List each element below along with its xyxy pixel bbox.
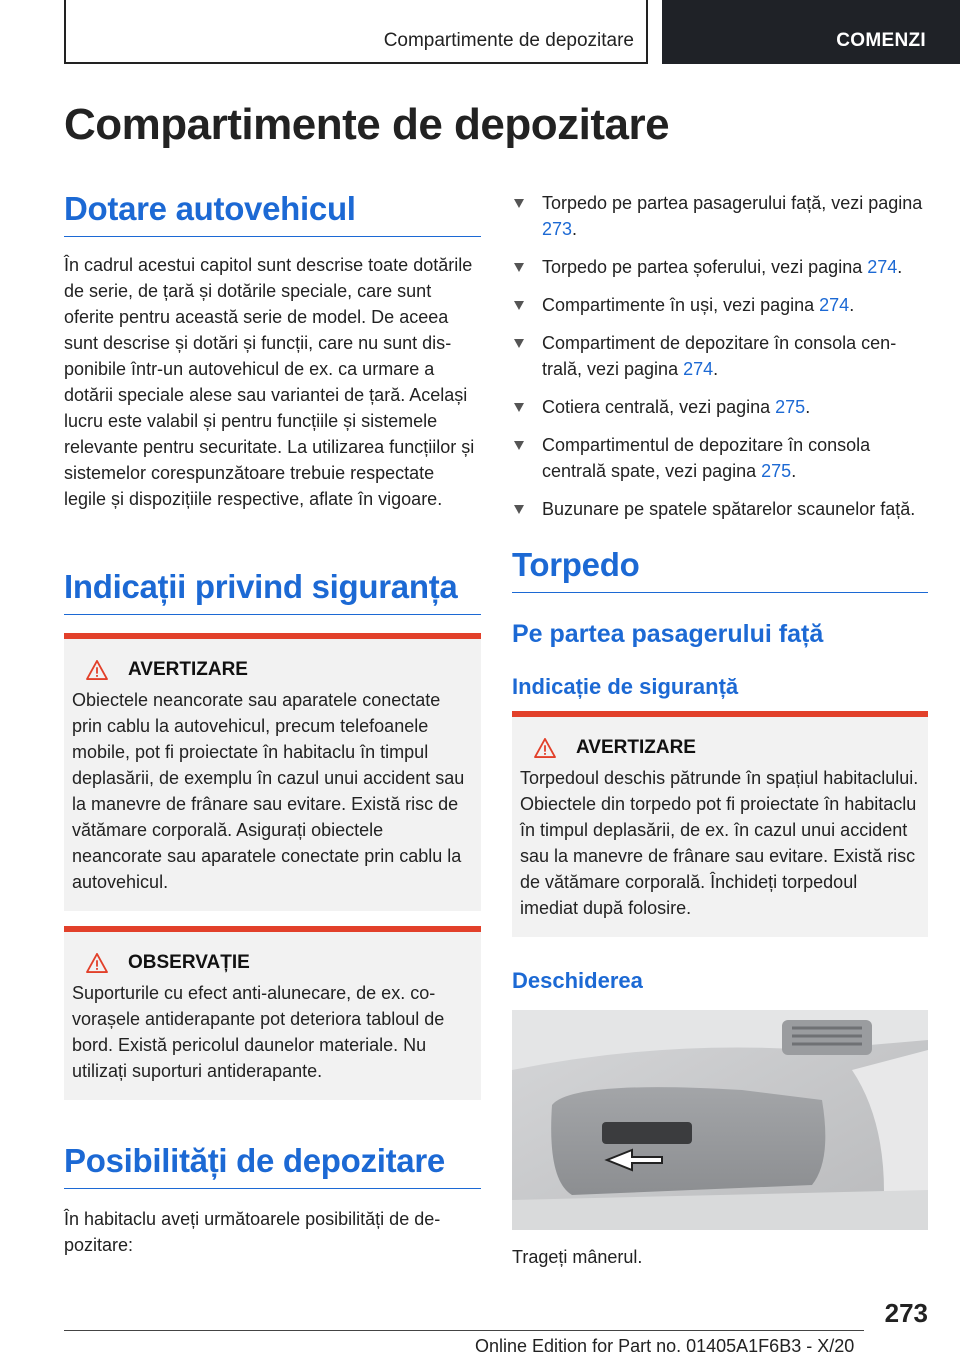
warning-triangle-icon xyxy=(86,660,108,680)
warning-text: Torpedoul deschis pătrunde în spațiul habitaclului. Obiectele din torpedo pot fi proiectate în habitaclu în timpul deplasării, de ex. în cazul unui accident sau la manevre de frânare sau evitare. Există risc de vătămare corporală. Închideți torpedoul imediat după folosire. xyxy=(520,768,919,918)
header-chapter-tab xyxy=(662,0,960,64)
bullet-triangle-icon xyxy=(514,441,524,450)
page-link[interactable]: 274 xyxy=(867,257,898,277)
list-item: Torpedo pe partea pasagerului față, vezi pagina 273. xyxy=(512,190,928,242)
header-section-title: Compartimente de depozitare xyxy=(383,30,634,51)
safety-heading: Indicații privind siguranța xyxy=(64,568,481,615)
list-item: Compartiment de depozitare în consola centrală, vezi pagina 274. xyxy=(512,330,928,382)
list-item: Compartimente în uși, vezi pagina 274. xyxy=(512,292,928,318)
passenger-heading: Pe partea pasagerului față xyxy=(512,620,824,648)
list-item: Buzunare pe spatele spătarelor scaunelor față. xyxy=(512,496,928,522)
page-title: Compartimente de depozitare xyxy=(64,100,670,149)
glovebox-illustration xyxy=(512,1010,928,1230)
warning-box xyxy=(64,633,481,911)
torpedo-heading: Torpedo xyxy=(512,546,928,593)
notice-triangle-icon xyxy=(86,953,108,973)
footer-divider xyxy=(64,1330,864,1331)
page-link[interactable]: 274 xyxy=(683,359,714,379)
bullet-triangle-icon xyxy=(514,339,524,348)
notice-box xyxy=(64,926,481,1100)
warning-label: AVERTIZARE xyxy=(128,659,248,680)
header-section-tab xyxy=(64,0,648,64)
footer-edition: Online Edition for Part no. 01405A1F6B3 - X/20 xyxy=(475,1336,855,1356)
header-chapter-label: COMENZI xyxy=(836,30,926,51)
dotare-paragraph: În cadrul acestui capitol sunt descrise toate dotările de serie, de țară și dotările speciale, care sunt oferite pentru această serie de model. De aceea sunt descrise și dotări și funcții, care nu sunt disponibile într-un autovehicul de ex. ca urmare a dotării speciale alese sau variantei de țară. Același lucru este valabil și pentru funcțiile și sistemele relevante pentru securitate. La utilizarea funcțiilor și sistemelor corespunzătoare trebuie respectate legile și dispozițiile respective, aflate în vigoare. xyxy=(64,255,475,509)
photo-caption: Trageți mânerul. xyxy=(512,1247,643,1267)
options-paragraph: În habitaclu aveți următoarele posibilități de depozitare: xyxy=(64,1209,441,1255)
list-item: Torpedo pe partea șoferului, vezi pagina 274. xyxy=(512,254,928,280)
bullet-triangle-icon xyxy=(514,505,524,514)
bullet-triangle-icon xyxy=(514,403,524,412)
options-heading: Posibilități de depozitare xyxy=(64,1142,481,1189)
page-link[interactable]: 275 xyxy=(761,461,792,481)
dotare-heading: Dotare autovehicul xyxy=(64,190,481,237)
notice-label: OBSERVAȚIE xyxy=(128,952,250,973)
notice-text: Suporturile cu efect anti-alunecare, de ex. covorașele antiderapante pot deteriora tabloul de bord. Există pericolul daunelor materiale. Nu utilizați suporturi antiderapante. xyxy=(72,983,445,1081)
page-link[interactable]: 274 xyxy=(819,295,850,315)
safety-subheading: Indicație de siguranță xyxy=(512,674,739,699)
page-link[interactable]: 273 xyxy=(542,219,573,239)
page-link[interactable]: 275 xyxy=(775,397,806,417)
warning-label: AVERTIZARE xyxy=(576,737,696,758)
bullet-triangle-icon xyxy=(514,263,524,272)
storage-options-list xyxy=(512,190,928,534)
opening-heading: Deschiderea xyxy=(512,968,643,993)
bullet-triangle-icon xyxy=(514,199,524,208)
page-number: 273 xyxy=(884,1298,928,1328)
warning-triangle-icon xyxy=(534,738,556,758)
torpedo-warning-box xyxy=(512,711,928,937)
bullet-triangle-icon xyxy=(514,301,524,310)
warning-text: Obiectele neancorate sau aparatele conectate prin cablu la autovehicul, precum telefoanele mobile, pot fi proiectate în habitaclu în timpul deplasării, de exemplu în cazul unui accident sau la manevre de frânare sau evitare. Există risc de vătămare corporală. Asigurați obiectele neancorate sau aparatele conectate prin cablu la autovehicul. xyxy=(72,690,465,892)
list-item: Cotiera centrală, vezi pagina 275. xyxy=(512,394,928,420)
list-item: Compartimentul de depozitare în consola centrală spate, vezi pagina 275. xyxy=(512,432,928,484)
glovebox-photo xyxy=(512,1010,928,1230)
